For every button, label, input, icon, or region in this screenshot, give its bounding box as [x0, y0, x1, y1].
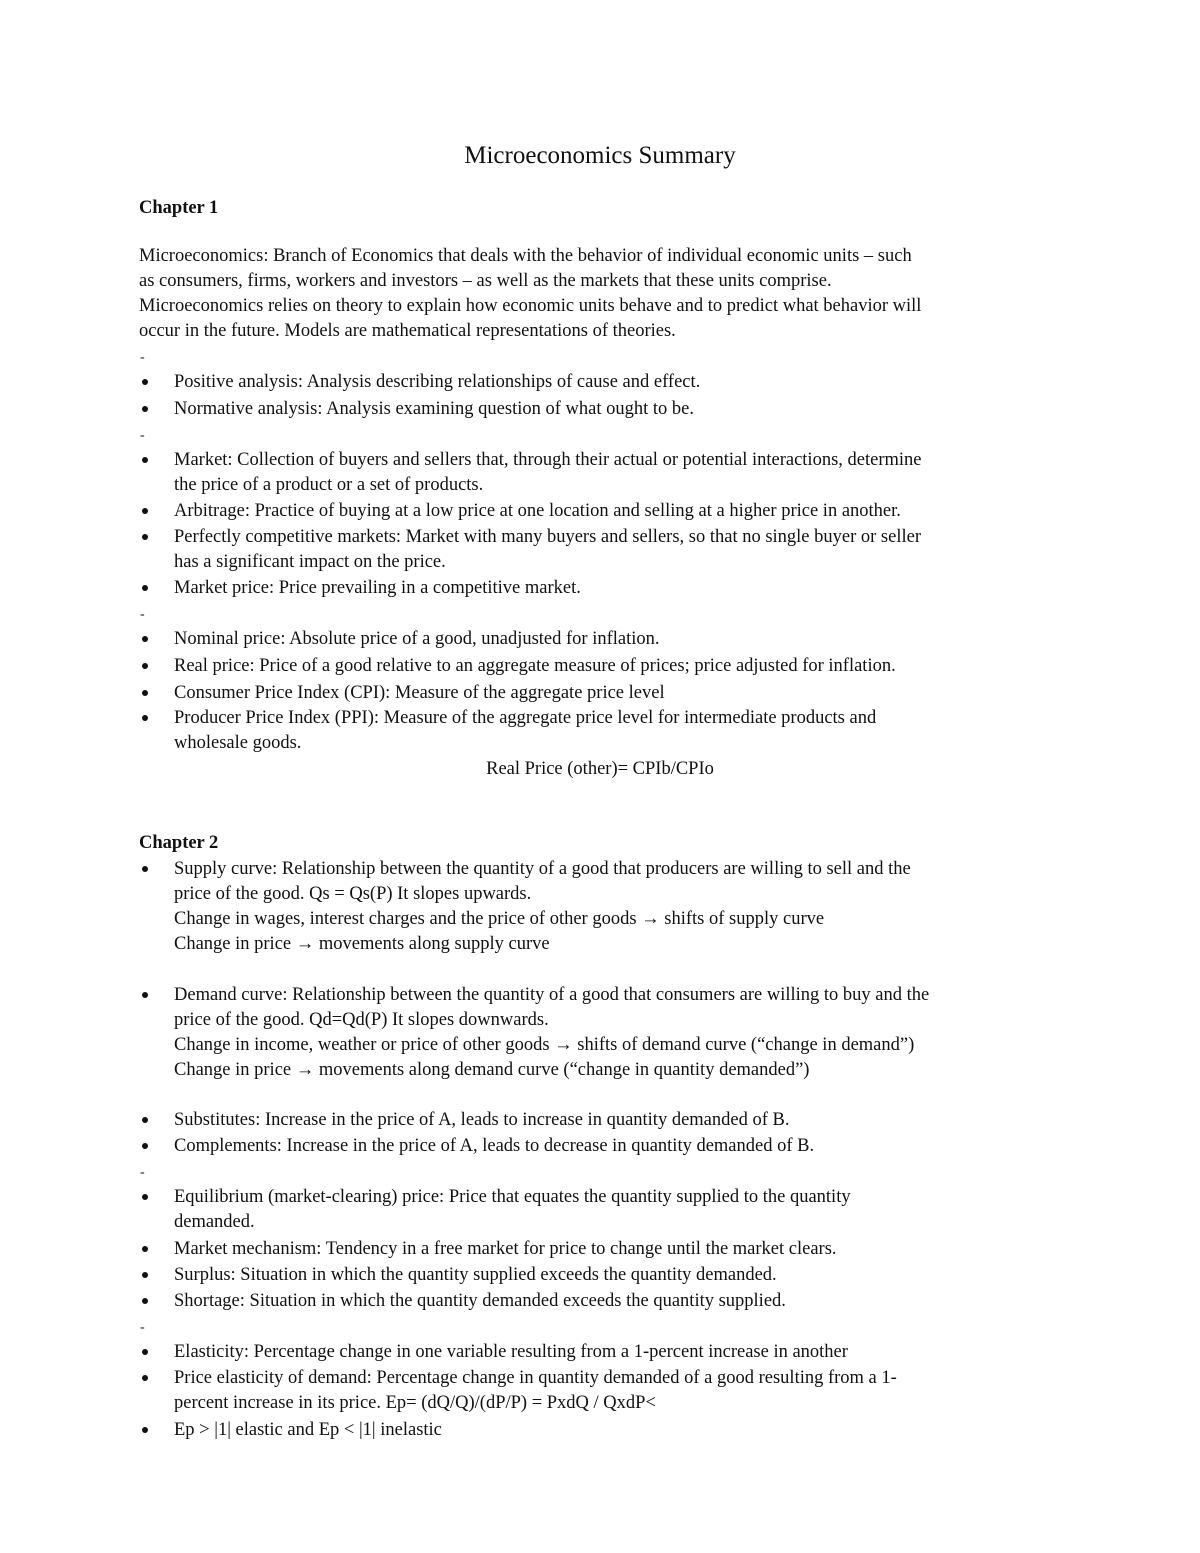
list-item-text: Elasticity: Percentage change in one variable resulting from a 1-percent increase in another [174, 1342, 848, 1362]
bullet-icon [142, 508, 148, 514]
list-item-text: Equilibrium (market-clearing) price: Price that equates the quantity supplied to the quantity [174, 1187, 851, 1207]
list-item-text: Surplus: Situation in which the quantity supplied exceeds the quantity demanded. [174, 1265, 777, 1285]
bullet-icon [142, 1194, 148, 1200]
real-price-formula: Real Price (other)= CPIb/CPIo [486, 759, 714, 779]
bullet-icon [142, 992, 148, 998]
list-item-text: Producer Price Index (PPI): Measure of the aggregate price level for intermediate products and [174, 708, 877, 728]
bullet-icon [142, 1427, 148, 1433]
list-item-text: the price of a product or a set of products. [174, 475, 484, 495]
chapter-1-heading: Chapter 1 [139, 198, 219, 218]
list-item-text: demanded. [174, 1212, 255, 1232]
bullet-icon [142, 1272, 148, 1278]
separator-dash: - [140, 607, 145, 622]
document-title: Microeconomics Summary [464, 142, 736, 169]
list-item-text: price of the good. Qd=Qd(P) It slopes downwards. [174, 1010, 549, 1030]
bullet-icon [142, 1375, 148, 1381]
list-item-text: Consumer Price Index (CPI): Measure of the aggregate price level [174, 683, 665, 703]
bullet-icon [142, 1246, 148, 1252]
list-item-text: Market mechanism: Tendency in a free market for price to change until the market clears. [174, 1239, 837, 1259]
bullet-icon [142, 690, 148, 696]
chapter-1-intro [139, 244, 1069, 344]
bullet-icon [142, 406, 148, 412]
bullet-icon [142, 866, 148, 872]
list-item-text: has a significant impact on the price. [174, 552, 446, 572]
list-item-text: percent increase in its price. Ep= (dQ/Q)/(dP/P) = PxdQ / QxdP< [174, 1393, 656, 1413]
list-item-text: Price elasticity of demand: Percentage change in quantity demanded of a good resulting from a 1- [174, 1368, 897, 1388]
intro-line: Microeconomics relies on theory to explain how economic units behave and to predict what behavior will [139, 296, 922, 316]
list-item-text: Change in price → movements along demand curve (“change in quantity demanded”) [174, 1060, 810, 1080]
bullet-icon [142, 1349, 148, 1355]
separator-dash: - [140, 1320, 145, 1335]
list-item-text: Substitutes: Increase in the price of A, leads to increase in quantity demanded of B. [174, 1110, 790, 1130]
separator-dash: - [140, 428, 145, 443]
bullet-icon [142, 1298, 148, 1304]
chapter-2-heading: Chapter 2 [139, 833, 219, 853]
list-item-text: Market: Collection of buyers and sellers that, through their actual or potential interactions, determine [174, 450, 922, 470]
bullet-icon [142, 715, 148, 721]
separator-dash: - [140, 1165, 145, 1180]
bullet-icon [142, 585, 148, 591]
bullet-icon [142, 534, 148, 540]
separator-dash: - [140, 350, 145, 365]
bullet-icon [142, 379, 148, 385]
list-item-text: Arbitrage: Practice of buying at a low price at one location and selling at a higher price in another. [174, 501, 901, 521]
list-item-text: Perfectly competitive markets: Market with many buyers and sellers, so that no single buyer or seller [174, 527, 921, 547]
list-item-text: Ep > |1| elastic and Ep < |1| inelastic [174, 1420, 442, 1440]
bullet-icon [142, 457, 148, 463]
list-item-text: Change in wages, interest charges and the price of other goods → shifts of supply curve [174, 909, 825, 929]
list-item-text: Normative analysis: Analysis examining question of what ought to be. [174, 399, 694, 419]
list-item-text: Complements: Increase in the price of A, leads to decrease in quantity demanded of B. [174, 1136, 815, 1156]
list-item-text: Market price: Price prevailing in a competitive market. [174, 578, 581, 598]
list-item-text: wholesale goods. [174, 733, 302, 753]
list-item-text: Change in income, weather or price of other goods → shifts of demand curve (“change in demand”) [174, 1035, 915, 1055]
intro-line: Microeconomics: Branch of Economics that deals with the behavior of individual economic units – such [139, 246, 912, 266]
list-item-text: Supply curve: Relationship between the quantity of a good that producers are willing to sell and the [174, 859, 911, 879]
list-item-text: Demand curve: Relationship between the quantity of a good that consumers are willing to buy and the [174, 985, 930, 1005]
bullet-icon [142, 636, 148, 642]
list-item-text: Change in price → movements along supply curve [174, 934, 550, 954]
list-item-text: price of the good. Qs = Qs(P) It slopes upwards. [174, 884, 532, 904]
bullet-icon [142, 1143, 148, 1149]
list-item-text: Nominal price: Absolute price of a good, unadjusted for inflation. [174, 629, 660, 649]
list-item-text: Shortage: Situation in which the quantity demanded exceeds the quantity supplied. [174, 1291, 786, 1311]
intro-line: occur in the future. Models are mathematical representations of theories. [139, 321, 676, 341]
list-item-text: Positive analysis: Analysis describing relationships of cause and effect. [174, 372, 701, 392]
intro-line: as consumers, firms, workers and investors – as well as the markets that these units comprise. [139, 271, 832, 291]
list-item-text: Real price: Price of a good relative to an aggregate measure of prices; price adjusted for inflation. [174, 656, 896, 676]
bullet-icon [142, 1117, 148, 1123]
bullet-icon [142, 663, 148, 669]
